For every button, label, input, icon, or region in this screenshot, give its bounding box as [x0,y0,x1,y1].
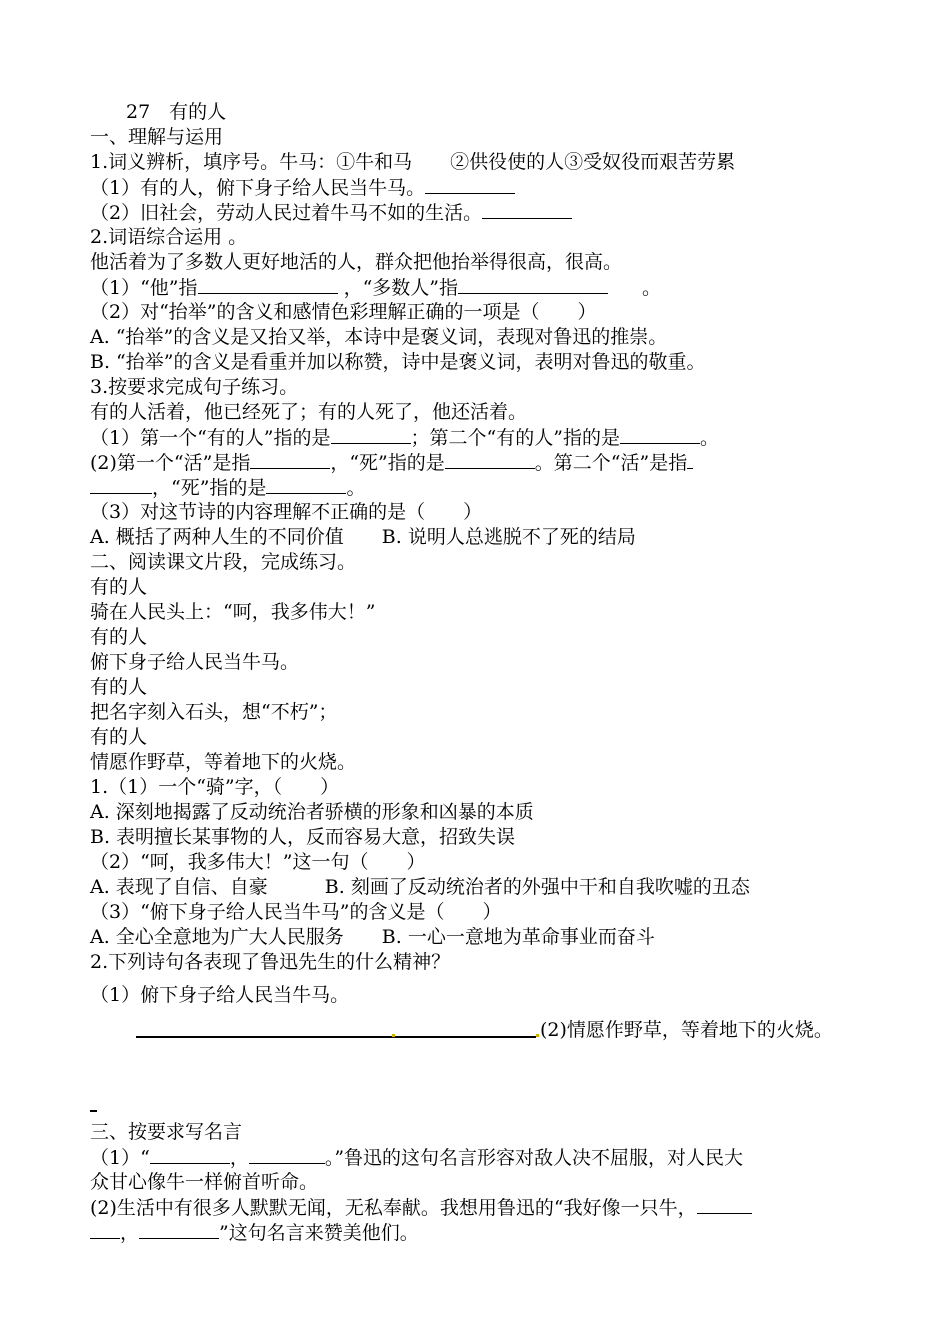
answer-blank[interactable] [90,1220,120,1239]
answer-blank[interactable] [445,450,535,469]
s3-item-1 [90,1145,743,1170]
q3-item-3: （3）对这节诗的内容理解不正确的是（ ） [90,501,483,523]
answer-blank[interactable] [250,450,330,469]
q3-item-2-text-d: ，“死”指的是 [152,477,267,499]
q2-option-a: A. “抬举”的含义是又抬又举，本诗中是褒义词，表现对鲁迅的推崇。 [90,326,668,348]
q2-prompt: 2.词语综合运用 。 [90,226,248,248]
q3-item-1 [90,425,719,450]
q3-item-2-text-b: ，“死”指的是 [330,452,445,474]
q3-prompt: 3.按要求完成句子练习。 [90,376,299,398]
stray-mark [392,1034,395,1037]
s3-item-2-text-a: (2)生活中有很多人默默无闻，无私奉献。我想用鲁迅的“我好像一只牛， [90,1197,697,1219]
q2-item-1 [90,275,661,300]
s2-q2-item-1: （1）俯下身子给人民当牛马。 [90,984,350,1006]
answer-blank[interactable] [266,475,346,494]
poem-line: 有的人 [90,626,148,648]
s3-item-1-text-a: （1）“ [90,1147,150,1169]
stray-mark [536,1034,539,1037]
q3-item-2-text-c: 。第二个“活”是指 [534,452,688,474]
worksheet-title: 27 有的人 [126,101,227,123]
poem-line: 有的人 [90,726,148,748]
q1-prompt: 1.词义辨析，填序号。牛马：①牛和马 ②供役使的人③受奴役而艰苦劳累 [90,151,736,173]
s2-q1-item-1-option-b: B. 表明擅长某事物的人，反而容易大意，招致失误 [90,826,516,848]
q3-item-2 [90,450,693,475]
s2-q1-item-1: 1.（1）一个“骑”字，（ ） [90,776,340,798]
q3-item-2-cont [90,475,365,500]
s2-q2-item-2: (2)情愿作野草，等着地下的火烧。 [540,1019,833,1041]
section-3-heading: 三、按要求写名言 [90,1121,243,1143]
q1-item-1 [90,175,515,200]
q2-item-1-text-a: （1）“他”指 [90,277,198,299]
answer-blank[interactable] [198,275,338,294]
s2-q1-item-3-options: A. 全心全意地为广大人民服务 B. 一心一意地为革命事业而奋斗 [90,926,655,948]
answer-blank[interactable] [620,425,700,444]
answer-blank[interactable] [458,275,608,294]
s3-item-2-text-c: ”这句名言来赞美他们。 [219,1222,419,1244]
s3-item-1-cont: 众甘心像牛一样俯首听命。 [90,1171,319,1193]
s3-item-2-text-b: ， [120,1222,140,1244]
s2-q1-item-2-options: A. 表现了自信、自豪 B. 刻画了反动统治者的外强中干和自我吹嘘的丑态 [90,876,750,898]
q3-item-2-text-e: 。 [346,477,366,499]
section-2-heading: 二、阅读课文片段，完成练习。 [90,551,357,573]
q1-item-1-text: （1）有的人，俯下身子给人民当牛马。 [90,177,426,199]
s3-item-1-text-b: ， [229,1147,249,1169]
q3-options: A. 概括了两种人生的不同价值 B. 说明人总逃脱不了死的结局 [90,526,636,548]
answer-line[interactable] [136,1036,536,1038]
s2-q1-item-1-option-a: A. 深刻地揭露了反动统治者骄横的形象和凶暴的本质 [90,801,534,823]
section-1-heading: 一、理解与运用 [90,126,224,148]
answer-blank[interactable] [90,475,152,494]
answer-blank[interactable] [482,200,572,219]
q1-item-2 [90,200,572,225]
poem-line: 把名字刻入石头，想“不朽”； [90,701,338,723]
answer-blank[interactable] [697,1195,752,1214]
s3-item-1-text-c: 。”鲁迅的这句名言形容对敌人决不屈服，对人民大 [324,1147,744,1169]
s2-q1-item-2: （2）“呵，我多伟大！”这一句（ ） [90,851,426,873]
q2-item-2: （2）对“抬举”的含义和感情色彩理解正确的一项是（ ） [90,301,597,323]
answer-blank[interactable] [139,1220,219,1239]
q3-sentence: 有的人活着，他已经死了；有的人死了，他还活着。 [90,401,528,423]
poem-line: 骑在人民头上：“呵，我多伟大！” [90,601,376,623]
poem-line: 有的人 [90,676,148,698]
s2-q1-item-3: （3）“俯下身子给人民当牛马”的含义是（ ） [90,901,502,923]
poem-line: 有的人 [90,576,148,598]
s2-q2-prompt: 2.下列诗句各表现了鲁迅先生的什么精神？ [90,951,451,973]
stray-dash [90,1110,97,1112]
poem-line: 俯下身子给人民当牛马。 [90,651,300,673]
q1-item-2-text: （2）旧社会，劳动人民过着牛马不如的生活。 [90,202,483,224]
q3-item-1-text-b: ；第二个“有的人”指的是 [410,427,620,449]
s3-item-2 [90,1195,752,1220]
s3-item-2-cont [90,1220,419,1245]
q2-item-1-text-b: ，“多数人”指 [343,277,458,299]
q3-item-1-text-a: （1）第一个“有的人”指的是 [90,427,331,449]
q2-option-b: B. “抬举”的含义是看重并加以称赞，诗中是褒义词，表明对鲁迅的敬重。 [90,351,706,373]
q2-sentence: 他活着为了多数人更好地活的人，群众把他抬举得很高，很高。 [90,251,623,273]
q2-item-1-text-c: 。 [642,277,662,299]
poem-line: 情愿作野草，等着地下的火烧。 [90,751,357,773]
q3-item-2-text-a: (2)第一个“活”是指 [90,452,251,474]
answer-blank[interactable] [331,425,411,444]
q3-item-1-text-c: 。 [699,427,719,449]
answer-blank[interactable] [150,1145,230,1164]
answer-blank[interactable] [425,175,515,194]
answer-blank[interactable] [249,1145,325,1164]
answer-blank[interactable] [687,450,693,469]
